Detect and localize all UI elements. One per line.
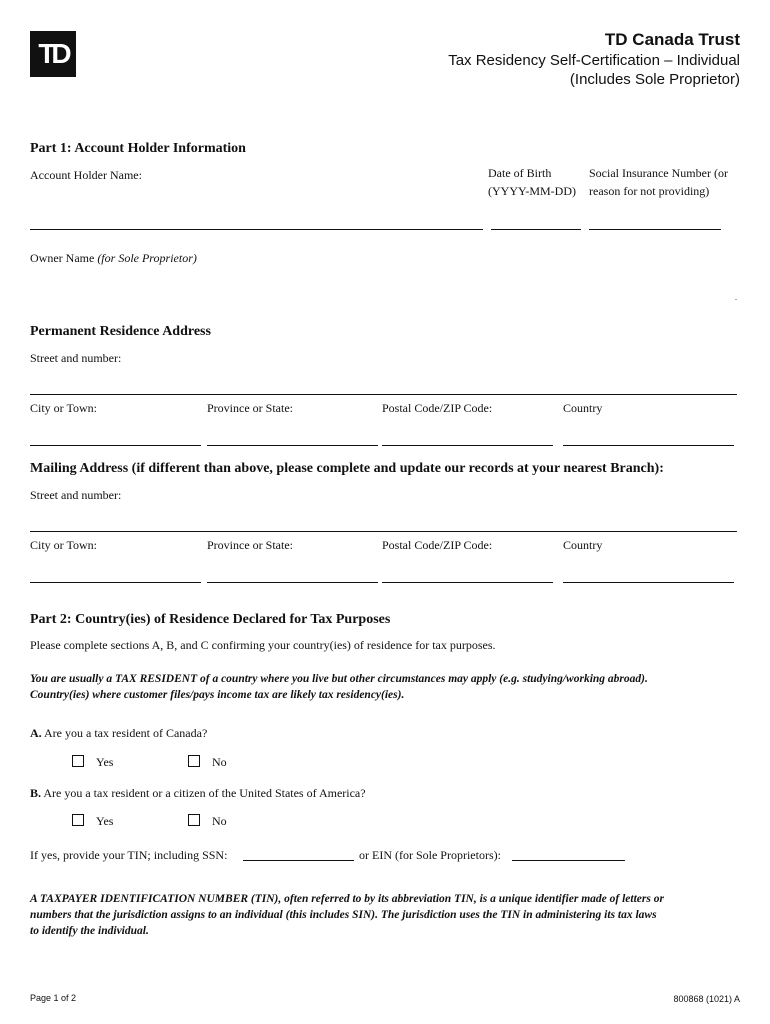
question-b	[30, 786, 366, 801]
stray-mark: .	[735, 293, 737, 302]
mailing-postal-field[interactable]	[382, 582, 553, 583]
mailing-street-field[interactable]	[30, 531, 737, 532]
question-a-yes-option[interactable]	[72, 755, 113, 770]
permanent-street-field[interactable]	[30, 394, 737, 395]
dob-label-line-1: Date of Birth	[488, 166, 552, 180]
sin-label-line-2: reason for not providing)	[589, 184, 710, 198]
question-b-yes-option[interactable]	[72, 814, 113, 829]
sin-label-line-1: Social Insurance Number (or	[589, 166, 728, 180]
question-b-text: Are you a tax resident or a citizen of the United States of America?	[43, 786, 366, 800]
permanent-address-heading: Permanent Residence Address	[30, 324, 211, 339]
form-code: 800868 (1021) A	[673, 994, 740, 1004]
question-a-text: Are you a tax resident of Canada?	[44, 726, 208, 740]
mailing-postal-label: Postal Code/ZIP Code:	[382, 538, 493, 552]
tin-prompt: If yes, provide your TIN; including SSN:	[30, 848, 228, 862]
permanent-postal-field[interactable]	[382, 445, 553, 446]
question-a-no-option[interactable]	[188, 755, 227, 770]
mailing-country-field[interactable]	[563, 582, 734, 583]
tax-resident-note	[30, 671, 648, 703]
permanent-country-field[interactable]	[563, 445, 734, 446]
dob-label	[488, 164, 576, 200]
question-a	[30, 726, 207, 741]
sin-field[interactable]	[589, 229, 721, 230]
mailing-address-heading: Mailing Address (if different than above, please complete and update our records at your nearest Branch):	[30, 461, 664, 476]
document-title	[448, 51, 740, 89]
part2-heading: Part 2: Country(ies) of Residence Declared for Tax Purposes	[30, 612, 391, 627]
tin-definition	[30, 891, 742, 939]
tin-ssn-field[interactable]	[243, 860, 354, 861]
tin-definition-line-3: to identify the individual.	[30, 925, 149, 937]
question-b-yes-label: Yes	[96, 814, 114, 828]
question-a-letter: A.	[30, 726, 42, 740]
ein-field[interactable]	[512, 860, 625, 861]
mailing-city-label: City or Town:	[30, 538, 97, 552]
permanent-city-field[interactable]	[30, 445, 201, 446]
account-holder-label: Account Holder Name:	[30, 168, 142, 182]
tin-definition-line-2: numbers that the jurisdiction assigns to an individual (this includes SIN). The jurisdiction uses the TIN in administering its tax laws	[30, 909, 657, 921]
question-b-yes-checkbox[interactable]	[72, 814, 84, 826]
owner-name-label-text: Owner Name	[30, 251, 95, 265]
document-title-line-1: Tax Residency Self-Certification – Individual	[448, 52, 740, 69]
mailing-city-field[interactable]	[30, 582, 201, 583]
td-logo: TD	[30, 31, 76, 77]
ein-prompt: or EIN (for Sole Proprietors):	[359, 848, 501, 862]
document-title-line-2: (Includes Sole Proprietor)	[569, 71, 740, 88]
question-a-no-checkbox[interactable]	[188, 755, 200, 767]
permanent-country-label: Country	[563, 401, 603, 415]
account-holder-name-field[interactable]	[30, 229, 483, 230]
question-b-letter: B.	[30, 786, 42, 800]
question-a-yes-checkbox[interactable]	[72, 755, 84, 767]
permanent-province-field[interactable]	[207, 445, 378, 446]
mailing-country-label: Country	[563, 538, 603, 552]
question-b-no-checkbox[interactable]	[188, 814, 200, 826]
mailing-street-label: Street and number:	[30, 488, 122, 502]
brand-name: TD Canada Trust	[604, 30, 740, 49]
dob-label-line-2: (YYYY-MM-DD)	[488, 184, 576, 198]
date-of-birth-field[interactable]	[491, 229, 581, 230]
part2-instruction: Please complete sections A, B, and C confirming your country(ies) of residence for tax purposes.	[30, 638, 496, 652]
permanent-city-label: City or Town:	[30, 401, 97, 415]
question-b-no-option[interactable]	[188, 814, 227, 829]
owner-name-label-italic: (for Sole Proprietor)	[97, 251, 197, 265]
mailing-province-label: Province or State:	[207, 538, 293, 552]
sin-label	[589, 164, 728, 200]
permanent-province-label: Province or State:	[207, 401, 293, 415]
tin-definition-line-1: A TAXPAYER IDENTIFICATION NUMBER (TIN), often referred to by its abbreviation TIN, is a unique identifier made of letters or	[30, 893, 664, 905]
question-b-no-label: No	[212, 814, 227, 828]
tax-resident-note-line-2: Country(ies) where customer files/pays income tax are likely tax residency(ies).	[30, 689, 405, 701]
question-a-yes-label: Yes	[96, 755, 114, 769]
permanent-postal-label: Postal Code/ZIP Code:	[382, 401, 493, 415]
part1-heading: Part 1: Account Holder Information	[30, 141, 246, 156]
page-number: Page 1 of 2	[30, 993, 77, 1003]
question-a-no-label: No	[212, 755, 227, 769]
tax-resident-note-line-1: You are usually a TAX RESIDENT of a country where you live but other circumstances may apply (e.g. studying/working abroad).	[30, 673, 648, 685]
mailing-province-field[interactable]	[207, 582, 378, 583]
permanent-street-label: Street and number:	[30, 351, 122, 365]
owner-name-label	[30, 251, 197, 266]
